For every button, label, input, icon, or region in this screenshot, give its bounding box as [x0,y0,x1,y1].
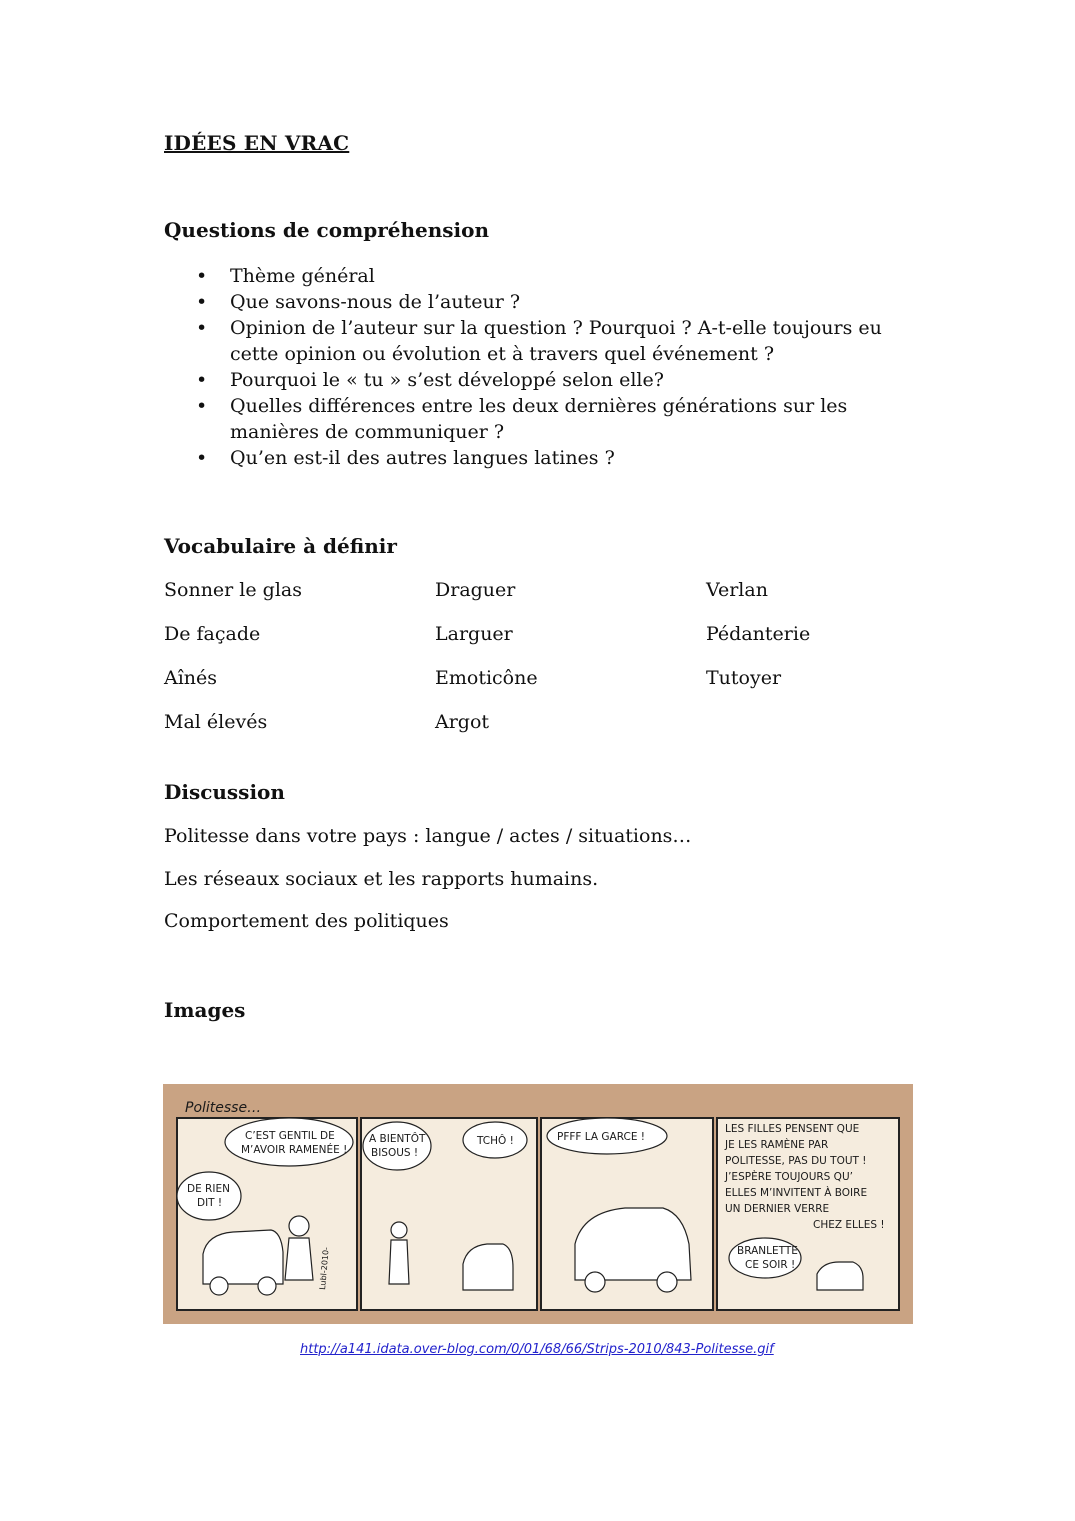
comic-text: LES FILLES PENSENT QUE [725,1123,860,1135]
discussion-line: Comportement des politiques [164,910,449,932]
vocab-word: Larguer [435,623,513,645]
comic-text: POLITESSE, PAS DU TOUT ! [725,1155,867,1167]
comic-text: CHEZ ELLES ! [813,1219,885,1231]
comic-text: JE LES RAMÈNE PAR [725,1139,829,1151]
list-item: • Pourquoi le « tu » s’est développé selon elle? [164,367,924,393]
comic-title: Politesse… [185,1100,262,1116]
vocab-word: Verlan [706,579,768,601]
list-item: • Quelles différences entre les deux dernières générations sur les manières de communiquer ? [164,393,924,445]
comic-text: TCHÔ ! [477,1135,514,1147]
comic-text: BRANLETTE [737,1245,798,1257]
discussion-line: Les réseaux sociaux et les rapports humains. [164,868,599,890]
page-title: IDÉES EN VRAC [164,131,350,155]
vocab-word: Aînés [164,667,218,689]
vocab-word: Mal élevés [164,711,268,733]
vocab-word: Argot [435,711,490,733]
comic-text: M’AVOIR RAMENÉE ! [241,1144,348,1156]
image-source-link[interactable]: http://a141.idata.over-blog.com/0/01/68/66/Strips-2010/843-Politesse.gif [300,1342,774,1357]
comic-strip [163,1084,913,1324]
comic-text: UN DERNIER VERRE [725,1203,830,1215]
comic-text: BISOUS ! [371,1147,419,1159]
comic-panel-2 [361,1118,537,1310]
comic-signature: Lubl-2010- [318,1246,331,1291]
comic-text: CE SOIR ! [745,1259,796,1271]
images-heading: Images [164,998,246,1022]
discussion-line: Politesse dans votre pays : langue / actes / situations… [164,825,692,847]
vocabulary-grid [164,577,984,735]
list-item: • Que savons-nous de l’auteur ? [164,289,924,315]
comic-text: ELLES M’INVITENT À BOIRE [725,1187,868,1199]
vocab-word: Pédanterie [706,623,811,645]
vocabulary-heading: Vocabulaire à définir [164,534,397,558]
comic-text: DIT ! [197,1197,223,1209]
vocab-word: Sonner le glas [164,579,302,601]
comic-text: PFFF LA GARCE ! [557,1131,646,1143]
comic-text: C’EST GENTIL DE [245,1130,335,1142]
vocab-word: De façade [164,623,261,645]
list-item: • Qu’en est-il des autres langues latines ? [164,445,924,471]
comic-panel-4 [717,1118,899,1310]
discussion-heading: Discussion [164,780,285,804]
comprehension-list [164,263,924,471]
comic-text: A BIENTÔT [369,1133,426,1145]
vocab-word [706,709,977,735]
comic-text: DE RIEN [187,1183,230,1195]
comprehension-heading: Questions de compréhension [164,218,490,242]
vocab-word: Emoticône [435,667,538,689]
comic-panel-3 [541,1118,713,1310]
comic-strip-image [163,1084,913,1324]
list-item: • Thème général [164,263,924,289]
vocab-word: Tutoyer [706,667,782,689]
comic-panel-1 [177,1118,357,1310]
vocab-word: Draguer [435,579,516,601]
list-item: • Opinion de l’auteur sur la question ? Pourquoi ? A-t-elle toujours eu cette opinion ou évolution et à travers quel événement ? [164,315,924,367]
comic-text: J’ESPÈRE TOUJOURS QU’ [725,1171,853,1183]
